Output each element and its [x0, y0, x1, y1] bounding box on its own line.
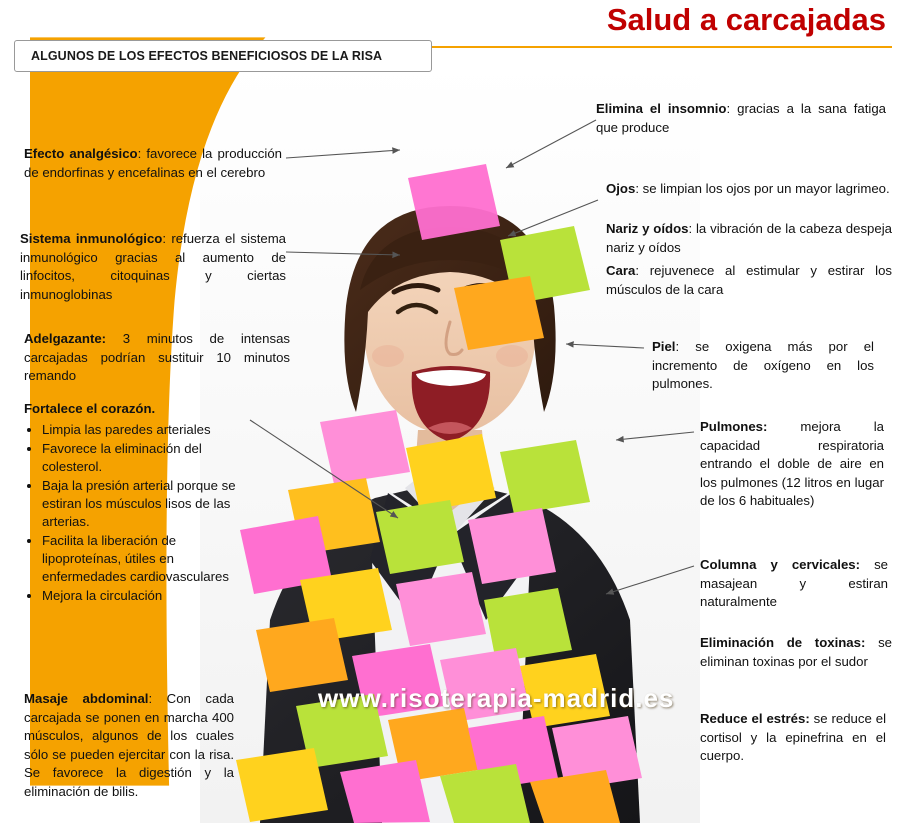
left-item-masaje-body: : Con cada carcajada se ponen en marcha 400 músculos, algunos de los cuales sólo se pueden ejercitar con la risa. Se favorece la digestión y la eliminación de bilis. — [24, 691, 234, 799]
right-item-nariz-body: : la vibración de la cabeza despeja nariz y oídos — [606, 221, 892, 255]
right-item-insomnio — [596, 100, 886, 137]
right-item-ojos-body: : se limpian los ojos por un mayor lagrimeo. — [635, 181, 890, 196]
list-item: • Favorece la eliminación del colesterol. — [42, 440, 254, 476]
list-item: • Baja la presión arterial porque se estiran los músculos lisos de las arterias. — [42, 477, 254, 531]
right-item-toxinas — [700, 634, 892, 671]
list-item: • Mejora la circulación — [42, 587, 254, 605]
right-item-nariz-oidos — [606, 220, 892, 257]
left-item-analgesico — [24, 145, 282, 182]
left-item-adelgazante-heading: Adelgazante: — [24, 331, 107, 346]
right-item-estres — [700, 710, 886, 766]
right-item-estres-heading: Reduce el estrés: — [700, 711, 810, 726]
left-item-masaje-heading: Masaje abdominal — [24, 691, 149, 706]
watermark-url: www.risoterapia-madrid.es — [318, 683, 675, 713]
right-item-columna-heading: Columna y cervicales: — [700, 557, 861, 572]
subtitle-text: ALGUNOS DE LOS EFECTOS BENEFICIOSOS DE LA RISA — [31, 49, 383, 63]
left-item-corazon-heading: Fortalece el corazón. — [24, 401, 156, 416]
left-item-adelgazante-body: 3 minutos de intensas carcajadas podrían sustituir 10 minutos remando — [24, 331, 290, 383]
right-item-insomnio-heading: Elimina el insomnio — [596, 101, 727, 116]
left-item-corazon — [24, 400, 254, 606]
right-item-piel — [652, 338, 874, 394]
right-item-nariz-heading: Nariz y oídos — [606, 221, 689, 236]
left-item-masaje-abdominal — [24, 690, 234, 801]
right-item-ojos-heading: Ojos — [606, 181, 636, 196]
left-item-inmunologico-heading: Sistema inmunológico — [20, 231, 163, 246]
subtitle-banner — [14, 40, 432, 72]
right-item-cara — [606, 262, 892, 299]
right-item-columna — [700, 556, 888, 612]
left-item-inmunologico — [20, 230, 286, 304]
right-item-cara-body: : rejuvenece al estimular y estirar los músculos de la cara — [606, 263, 892, 297]
right-item-toxinas-heading: Eliminación de toxinas: — [700, 635, 866, 650]
right-item-toxinas-body: se eliminan toxinas por el sudor — [700, 635, 893, 669]
right-item-ojos — [606, 180, 892, 199]
header-divider — [430, 46, 892, 48]
left-item-analgesico-heading: Efecto analgésico — [24, 146, 138, 161]
left-item-adelgazante — [24, 330, 290, 386]
right-item-piel-heading: Piel — [652, 339, 676, 354]
right-item-columna-body: se masajean y estiran naturalmente — [700, 557, 888, 609]
list-item: • Facilita la liberación de lipoproteínas, útiles en enfermedades cardiovasculares — [42, 532, 254, 586]
right-item-pulmones-body: mejora la capacidad respiratoria entrando el doble de aire en los pulmones (12 litros en lugar de los 6 habituales) — [700, 419, 884, 508]
left-item-inmunologico-body: : refuerza el sistema inmunológico gracias al aumento de linfocitos, citoquinas y ciertas inmunoglobinas — [20, 231, 287, 302]
left-item-corazon-list — [24, 421, 254, 605]
right-item-pulmones-heading: Pulmones: — [700, 419, 768, 434]
right-item-pulmones — [700, 418, 884, 511]
list-item: • Limpia las paredes arteriales — [42, 421, 254, 439]
right-item-estres-body: se reduce el cortisol y la epinefrina en el cuerpo. — [700, 711, 886, 763]
left-item-analgesico-body: : favorece la producción de endorfinas y encefalinas en el cerebro — [24, 146, 282, 180]
right-item-cara-heading: Cara — [606, 263, 636, 278]
right-item-insomnio-body: : gracias a la sana fatiga que produce — [596, 101, 886, 135]
page-title: Salud a carcajadas — [606, 2, 886, 37]
right-item-piel-body: : se oxigena más por el incremento de oxígeno en los pulmones. — [652, 339, 874, 391]
